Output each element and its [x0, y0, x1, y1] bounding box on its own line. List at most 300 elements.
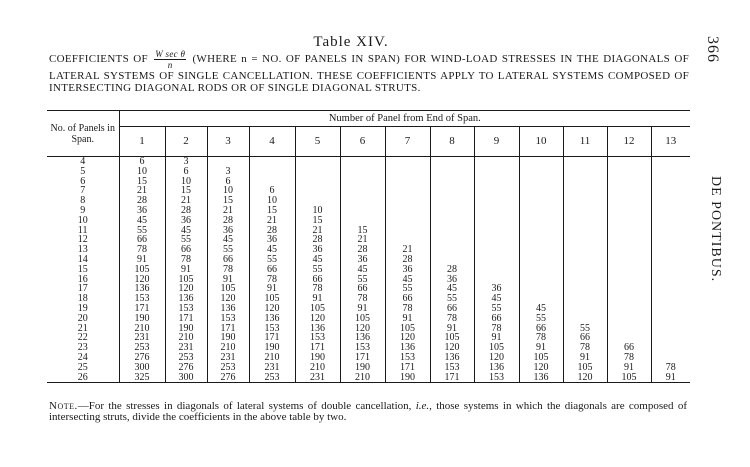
panels-count: 20 — [47, 314, 119, 324]
coefficient-cell — [519, 196, 563, 206]
coefficient-cell: 105 — [295, 304, 340, 314]
coefficient-cell — [651, 343, 690, 353]
coefficient-cell: 6 — [207, 177, 249, 187]
coefficient-cell: 210 — [207, 343, 249, 353]
coefficient-cell: 91 — [207, 275, 249, 285]
coefficient-cell: 190 — [340, 363, 385, 373]
coefficient-cell — [651, 275, 690, 285]
coefficient-cell: 66 — [207, 255, 249, 265]
coefficient-cell: 55 — [340, 275, 385, 285]
column-header-2: 2 — [165, 127, 207, 157]
coefficient-cell: 105 — [474, 343, 519, 353]
coefficient-cell — [519, 167, 563, 177]
note-label: Note. — [49, 400, 78, 412]
panels-count: 13 — [47, 245, 119, 255]
coefficient-cell: 66 — [340, 284, 385, 294]
coefficient-cell: 78 — [207, 265, 249, 275]
coefficient-cell: 15 — [137, 175, 147, 187]
coefficient-cell: 210 — [295, 363, 340, 373]
coefficient-cell: 3 — [165, 157, 207, 167]
coefficient-cell — [563, 304, 607, 314]
coefficient-cell: 10 — [165, 177, 207, 187]
coefficient-cell: 78 — [295, 284, 340, 294]
coefficient-cell — [651, 294, 690, 304]
coefficient-cell: 10 — [137, 165, 147, 177]
coefficient-cell — [607, 324, 651, 334]
coefficient-cell: 136 — [207, 304, 249, 314]
coefficient-cell: 78 — [519, 333, 563, 343]
coefficient-cell: 120 — [165, 284, 207, 294]
coefficient-cell: 66 — [430, 304, 474, 314]
coefficient-cell: 78 — [651, 363, 690, 373]
coefficient-cell: 28 — [430, 265, 474, 275]
coefficient-cell — [430, 177, 474, 187]
fraction-numerator: W sec θ — [155, 49, 186, 59]
coefficient-cell: 45 — [249, 245, 295, 255]
coefficient-cell: 105 — [340, 314, 385, 324]
coefficient-cell: 136 — [430, 353, 474, 363]
coefficient-cell: 105 — [430, 333, 474, 343]
coefficient-cell: 3 — [207, 167, 249, 177]
coefficient-cell — [430, 157, 474, 167]
column-header-row — [47, 127, 690, 157]
coefficient-cell: 36 — [207, 226, 249, 236]
coefficient-cell — [607, 314, 651, 324]
coefficient-cell: 55 — [519, 314, 563, 324]
coefficient-cell — [651, 255, 690, 265]
coefficient-cell — [563, 206, 607, 216]
coefficient-cell — [340, 206, 385, 216]
table-note — [49, 401, 687, 423]
coefficient-cell: 153 — [249, 324, 295, 334]
coefficient-cell: 171 — [385, 363, 430, 373]
coefficient-cell: 276 — [165, 363, 207, 373]
coefficient-cell — [563, 294, 607, 304]
coefficient-cell: 55 — [474, 304, 519, 314]
coefficient-cell — [385, 206, 430, 216]
coefficient-cell: 276 — [207, 373, 249, 383]
fraction-denominator: n — [167, 60, 173, 70]
coefficient-cell: 36 — [249, 235, 295, 245]
coefficient-cell: 153 — [385, 353, 430, 363]
coefficient-cell: 91 — [651, 373, 690, 383]
coefficient-cell — [563, 226, 607, 236]
coefficient-cell — [474, 157, 519, 167]
coefficient-cell — [519, 177, 563, 187]
coefficient-cell — [651, 167, 690, 177]
coefficient-cell — [563, 265, 607, 275]
coefficient-cell: 91 — [295, 294, 340, 304]
coefficient-cell — [519, 216, 563, 226]
coefficient-cell — [651, 177, 690, 187]
coefficient-cell — [430, 167, 474, 177]
note-text-before: —For the stresses in diagonals of lateral systems of double cancellation, — [77, 400, 412, 412]
coefficient-cell: 231 — [134, 332, 150, 344]
coefficient-cell: 136 — [385, 343, 430, 353]
coefficient-cell — [340, 196, 385, 206]
coefficient-cell: 36 — [474, 284, 519, 294]
coefficient-cell: 66 — [607, 343, 651, 353]
coefficient-cell — [474, 196, 519, 206]
coefficient-cell: 21 — [137, 185, 147, 197]
coefficient-cell — [474, 265, 519, 275]
coefficient-cell: 91 — [563, 353, 607, 363]
coefficient-cell — [474, 255, 519, 265]
coefficient-cell — [651, 235, 690, 245]
coefficient-cell: 78 — [607, 353, 651, 363]
coefficient-cell: 78 — [385, 304, 430, 314]
coefficient-cell — [340, 157, 385, 167]
column-header-11: 11 — [563, 127, 607, 157]
coefficient-cell — [607, 275, 651, 285]
coefficient-cell: 91 — [137, 253, 147, 265]
coefficient-cell: 66 — [385, 294, 430, 304]
coefficient-cell: 120 — [340, 324, 385, 334]
coefficient-cell: 45 — [519, 304, 563, 314]
coefficient-cell: 136 — [165, 294, 207, 304]
coefficient-cell: 190 — [295, 353, 340, 363]
coefficient-cell: 120 — [295, 314, 340, 324]
coefficient-cell — [474, 226, 519, 236]
coefficient-cell: 253 — [249, 373, 295, 383]
coefficient-cell: 190 — [385, 373, 430, 383]
coefficient-cell — [607, 206, 651, 216]
coefficient-cell — [519, 284, 563, 294]
coefficient-cell: 190 — [249, 343, 295, 353]
coefficient-cell: 10 — [249, 196, 295, 206]
coefficient-cell: 120 — [430, 343, 474, 353]
coefficient-cell — [474, 235, 519, 245]
coefficient-cell: 78 — [137, 244, 147, 256]
panels-count: 8 — [47, 196, 119, 206]
coefficient-cell — [607, 167, 651, 177]
coefficient-cell: 55 — [249, 255, 295, 265]
coefficient-cell — [563, 216, 607, 226]
coefficient-cell: 136 — [295, 324, 340, 334]
coefficient-cell — [385, 167, 430, 177]
coefficient-cell: 210 — [165, 333, 207, 343]
coefficient-cell: 120 — [134, 273, 150, 285]
coefficient-cell: 55 — [165, 235, 207, 245]
coefficient-cell: 66 — [563, 333, 607, 343]
coefficient-cell: 231 — [165, 343, 207, 353]
coefficient-cell: 45 — [137, 214, 147, 226]
panels-count: 12 — [47, 235, 119, 245]
coefficient-cell — [651, 206, 690, 216]
coefficient-cell: 15 — [249, 206, 295, 216]
coefficient-cell: 21 — [249, 216, 295, 226]
coefficient-cell: 105 — [249, 294, 295, 304]
coefficient-cell: 120 — [519, 363, 563, 373]
coefficient-cell: 28 — [207, 216, 249, 226]
coefficient-cell — [607, 196, 651, 206]
coefficient-cell: 55 — [430, 294, 474, 304]
coefficient-cell: 171 — [165, 314, 207, 324]
coefficient-cell: 153 — [165, 304, 207, 314]
panels-count: 25 — [47, 363, 119, 373]
table-caption — [49, 49, 689, 94]
coefficient-cell: 55 — [295, 265, 340, 275]
coefficient-cell — [474, 216, 519, 226]
coefficient-cell: 190 — [207, 333, 249, 343]
column-header-3: 3 — [207, 127, 249, 157]
panels-count: 9 — [47, 206, 119, 216]
coefficient-cell: 231 — [295, 373, 340, 383]
coefficient-cell: 36 — [137, 204, 147, 216]
coefficient-cell: 45 — [474, 294, 519, 304]
coefficient-cell — [563, 167, 607, 177]
coefficient-cell — [651, 333, 690, 343]
column-header-10: 10 — [519, 127, 563, 157]
coefficient-cell: 136 — [134, 283, 150, 295]
coefficient-cell: 253 — [165, 353, 207, 363]
coefficient-cell — [295, 157, 340, 167]
coefficient-cell — [474, 245, 519, 255]
coefficient-cell: 78 — [563, 343, 607, 353]
coefficient-cell: 45 — [340, 265, 385, 275]
coefficient-cell — [295, 186, 340, 196]
coefficient-cell — [651, 284, 690, 294]
coefficient-cell: 36 — [430, 275, 474, 285]
coefficient-cell — [519, 186, 563, 196]
coefficient-cell — [563, 186, 607, 196]
coefficient-cell — [474, 167, 519, 177]
coefficient-cell — [607, 177, 651, 187]
coefficient-cell: 66 — [249, 265, 295, 275]
coefficient-cell: 210 — [134, 322, 150, 334]
coefficient-cell — [340, 186, 385, 196]
coefficient-cell — [295, 177, 340, 187]
coefficient-cell: 55 — [563, 324, 607, 334]
coefficient-cell — [519, 265, 563, 275]
coefficient-cell: 28 — [385, 255, 430, 265]
coefficient-cell: 36 — [165, 216, 207, 226]
coefficient-cell: 210 — [340, 373, 385, 383]
coefficient-cell — [563, 235, 607, 245]
coefficient-cell — [519, 245, 563, 255]
coefficient-cell: 105 — [519, 353, 563, 363]
table-body — [47, 157, 690, 383]
coefficient-cell: 105 — [134, 263, 150, 275]
panels-count: 11 — [47, 226, 119, 236]
coefficient-cell: 21 — [295, 226, 340, 236]
column-header-7: 7 — [385, 127, 430, 157]
coefficient-cell: 105 — [165, 275, 207, 285]
coefficient-cell — [651, 324, 690, 334]
coefficient-cell: 231 — [207, 353, 249, 363]
coefficient-cell — [607, 265, 651, 275]
column-header-9: 9 — [474, 127, 519, 157]
coefficient-cell — [607, 284, 651, 294]
coefficient-cell: 91 — [519, 343, 563, 353]
column-header-4: 4 — [249, 127, 295, 157]
coefficient-cell: 153 — [134, 293, 150, 305]
coefficient-table — [47, 110, 690, 383]
coefficient-cell: 28 — [249, 226, 295, 236]
coefficient-cell: 66 — [137, 234, 147, 246]
coefficient-cell — [563, 275, 607, 285]
coefficient-cell — [519, 235, 563, 245]
coefficient-cell — [607, 186, 651, 196]
coefficient-cell: 231 — [249, 363, 295, 373]
note-italic: i.e., — [415, 400, 432, 412]
coefficient-cell — [607, 216, 651, 226]
coefficient-cell — [607, 255, 651, 265]
coefficient-cell — [563, 255, 607, 265]
coefficient-cell — [385, 216, 430, 226]
coefficient-cell: 105 — [607, 373, 651, 383]
panels-count: 18 — [47, 294, 119, 304]
coefficient-cell — [651, 186, 690, 196]
column-header-5: 5 — [295, 127, 340, 157]
coefficient-cell — [430, 226, 474, 236]
coefficient-cell: 78 — [249, 275, 295, 285]
coefficient-cell: 171 — [295, 343, 340, 353]
coefficient-cell — [651, 157, 690, 167]
coefficient-cell: 45 — [295, 255, 340, 265]
coefficient-cell: 91 — [340, 304, 385, 314]
panels-count: 6 — [47, 177, 119, 187]
coefficient-cell — [607, 304, 651, 314]
panels-in-span-header: No. of Panels in Span. — [47, 111, 119, 157]
coefficient-cell: 136 — [474, 363, 519, 373]
coefficient-cell — [385, 177, 430, 187]
panels-count: 23 — [47, 343, 119, 353]
coefficient-cell: 66 — [165, 245, 207, 255]
table-title: Table XIV. — [313, 34, 389, 50]
coefficient-cell: 6 — [139, 156, 145, 167]
panels-count: 26 — [47, 373, 119, 383]
coefficient-cell: 15 — [207, 196, 249, 206]
coefficient-cell — [474, 206, 519, 216]
coefficient-cell: 153 — [295, 333, 340, 343]
coefficient-cell — [385, 196, 430, 206]
coefficient-cell — [385, 157, 430, 167]
caption-suffix: (WHERE n = NO. OF PANELS IN SPAN) FOR WIND-LOAD STRESSES IN THE DIAGONALS OF LATERAL SYSTEMS OF SINGLE CANCELLATION. THESE COEFFICIENTS APPLY TO LATERAL SYSTEMS COMPOSED OF INTERSECTING DIAGONAL RODS OR OF SINGLE DIAGONAL STRUTS. — [49, 53, 690, 94]
coefficient-cell — [249, 167, 295, 177]
coefficient-cell — [385, 186, 430, 196]
coefficient-cell: 45 — [207, 235, 249, 245]
coefficient-cell — [651, 265, 690, 275]
column-header-12: 12 — [607, 127, 651, 157]
coefficient-cell — [519, 206, 563, 216]
coefficient-cell: 10 — [207, 186, 249, 196]
coefficient-cell — [430, 216, 474, 226]
coefficient-cell — [563, 177, 607, 187]
coefficient-cell — [651, 245, 690, 255]
coefficient-cell: 15 — [295, 216, 340, 226]
panels-count: 15 — [47, 265, 119, 275]
coefficient-cell: 171 — [430, 373, 474, 383]
coefficient-cell: 78 — [474, 324, 519, 334]
panels-count: 7 — [47, 186, 119, 196]
page-number: 366 — [704, 36, 721, 63]
coefficient-cell: 55 — [385, 284, 430, 294]
panels-count: 5 — [47, 167, 119, 177]
coefficient-cell: 28 — [137, 195, 147, 207]
coefficient-cell — [385, 226, 430, 236]
panels-count: 14 — [47, 255, 119, 265]
coefficient-cell: 45 — [430, 284, 474, 294]
coefficient-cell: 171 — [207, 324, 249, 334]
panels-count: 24 — [47, 353, 119, 363]
coefficient-cell — [607, 294, 651, 304]
coefficient-cell: 190 — [134, 312, 150, 324]
coefficient-cell: 21 — [165, 196, 207, 206]
coefficient-cell: 6 — [249, 186, 295, 196]
coefficient-cell: 66 — [295, 275, 340, 285]
coefficient-cell: 45 — [385, 275, 430, 285]
coefficient-cell: 91 — [165, 265, 207, 275]
coefficient-cell: 105 — [563, 363, 607, 373]
coefficient-cell: 55 — [207, 245, 249, 255]
coefficient-cell: 153 — [340, 343, 385, 353]
coefficient-cell: 91 — [249, 284, 295, 294]
coefficient-cell — [607, 226, 651, 236]
fraction — [154, 49, 186, 70]
table-row — [47, 373, 690, 383]
panels-count: 16 — [47, 275, 119, 285]
panels-count: 17 — [47, 284, 119, 294]
coefficient-cell: 91 — [474, 333, 519, 343]
coefficient-cell: 171 — [134, 302, 150, 314]
coefficient-cell — [607, 245, 651, 255]
coefficient-cell — [295, 167, 340, 177]
coefficient-cell — [430, 196, 474, 206]
coefficient-cell: 153 — [207, 314, 249, 324]
column-header-13: 13 — [651, 127, 690, 157]
coefficient-cell: 21 — [340, 235, 385, 245]
coefficient-cell: 190 — [165, 324, 207, 334]
coefficient-cell: 15 — [340, 226, 385, 236]
coefficient-cell: 91 — [385, 314, 430, 324]
coefficient-cell: 120 — [207, 294, 249, 304]
coefficient-cell — [651, 216, 690, 226]
coefficient-cell: 300 — [165, 373, 207, 383]
coefficient-cell: 45 — [165, 226, 207, 236]
coefficient-cell — [651, 304, 690, 314]
coefficient-cell: 120 — [563, 373, 607, 383]
coefficient-cell — [519, 255, 563, 265]
coefficient-cell: 136 — [249, 314, 295, 324]
coefficient-cell — [651, 196, 690, 206]
coefficient-cell — [563, 196, 607, 206]
panels-count: 22 — [47, 333, 119, 343]
coefficient-cell: 91 — [430, 324, 474, 334]
coefficient-cell: 36 — [295, 245, 340, 255]
coefficient-cell: 136 — [340, 333, 385, 343]
coefficient-cell — [607, 157, 651, 167]
coefficient-cell — [474, 177, 519, 187]
coefficient-cell: 15 — [165, 186, 207, 196]
coefficient-cell: 66 — [519, 324, 563, 334]
coefficient-cell — [430, 235, 474, 245]
coefficient-cell — [563, 284, 607, 294]
caption-prefix: COEFFICIENTS OF — [49, 53, 148, 66]
panels-count: 10 — [47, 216, 119, 226]
panel-number-header: Number of Panel from End of Span. — [119, 111, 690, 127]
coefficient-cell — [519, 226, 563, 236]
coefficient-cell: 78 — [165, 255, 207, 265]
coefficient-cell: 276 — [134, 351, 150, 363]
coefficient-cell: 36 — [385, 265, 430, 275]
coefficient-cell — [563, 157, 607, 167]
coefficient-cell: 171 — [249, 333, 295, 343]
coefficient-cell: 78 — [430, 314, 474, 324]
coefficient-cell — [474, 186, 519, 196]
coefficient-cell: 171 — [340, 353, 385, 363]
coefficient-cell: 21 — [207, 206, 249, 216]
